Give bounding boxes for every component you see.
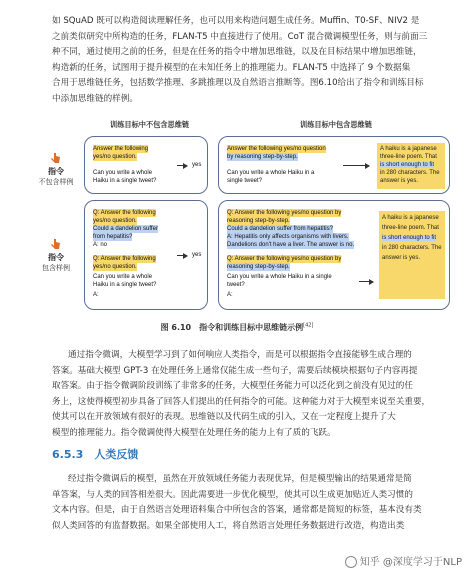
row2-left-box (84, 200, 208, 310)
body-line: 使其可以在开放领域有很好的表现。思维链以及代码生成的引入，又在一定程度上提升了大 (52, 412, 396, 423)
row1-label-sub: 不包含样例 (38, 178, 74, 186)
row1-left-answer: yes (192, 162, 202, 168)
row2-right-q2a: Q: Answer the following yes/no question by (227, 256, 342, 262)
body-paragraph (52, 348, 448, 442)
zhihu-logo-icon (345, 556, 357, 568)
footer-line: 经过指令微调后的模型，虽然在开放领域任务能力表现优异，但是模型输出的结果通常是简 (68, 474, 412, 484)
row1-left-box (84, 136, 208, 194)
intro-line: 种不同，通过使用之前的任务，但是在任务的指令中增加思维链，以及在目标结果中增加思维链， (52, 47, 422, 58)
row2-right-ans3: is short enough to fit (382, 235, 437, 241)
row2-right-answer-box (379, 211, 445, 299)
body-line: 取答案。由于指令微调阶段训练了非常多的任务，大模型任务能力可以泛化到之前没有见过的任 (52, 381, 413, 392)
row2-left-arrow (177, 255, 187, 256)
row1-left-q1: Answer the following (93, 146, 149, 152)
row2-right-exans1: A: Hepatitis only affects organisms with livers. (227, 234, 349, 240)
pointer-icon (51, 238, 61, 250)
row1-right-box (218, 136, 450, 194)
row1-right-ans5: answer is yes. (380, 178, 419, 184)
row2-right-ex1: Could a dandelion suffer from hepatitis? (227, 226, 333, 232)
row2-left-ex2: from hepatitis? (93, 234, 133, 240)
row1-label-main: 指令 (48, 167, 64, 176)
row2-right-body1: Can you write a whole Haiku in a single (227, 274, 332, 280)
row1-right-q1: Answer the following yes/no question (227, 146, 326, 152)
footer-line: 似人类回答的有监督数据。如果全部使用人工，将自然语言处理任务数据进行改造，构造出类 (52, 520, 405, 531)
row1-left-q2: yes/no question. (93, 154, 137, 160)
figure-left-title: 训练目标中不包含思维链 (110, 120, 190, 129)
row2-right-body2: tweet? (227, 282, 245, 288)
row1-right-answer-box (377, 143, 445, 189)
figure-caption-text: 图 6.10 指令和训练目标中思维链示例 (160, 323, 304, 332)
row1-right-ans2: three-line poem. That (380, 154, 437, 160)
row2-left-body1: Can you write a whole (93, 274, 153, 280)
body-line: 模型的推理能力。指令微调使得大模型在处理任务的能力上有了质的飞跃。 (52, 427, 336, 438)
footer-line: 单答案，与人类的回答相差很大。因此需要进一步优化模型，使其可以生成更加贴近人类习惯的 (52, 489, 413, 500)
watermark (345, 553, 462, 568)
row2-left-answer: yes (192, 252, 202, 258)
intro-line: 中添加思维链的样例。 (52, 93, 138, 104)
row1-label (36, 152, 76, 188)
row2-label (36, 238, 76, 274)
row1-right-arrow (343, 165, 369, 166)
pointer-icon (51, 152, 61, 164)
row1-right-body1: Can you write a whole Haiku in a (227, 170, 315, 176)
row2-right-exans2: Dandelions don't have a liver. The answer is no. (227, 242, 355, 248)
row2-right-ans1: A haiku is a japanese (382, 215, 439, 221)
intro-line: 之前类似研究中所构造的任务，FLAN-T5 中直接进行了使用。CoT 混合微调模型任务，则与前面三 (52, 31, 428, 42)
row2-right-box (218, 200, 450, 310)
row2-left-q2: yes/no question. (93, 218, 137, 224)
figure-caption-ref: [42] (303, 322, 314, 329)
row2-left-q2b: yes/no question. (93, 264, 137, 270)
intro-paragraph (52, 14, 448, 108)
footer-line: 文本内容。但是，由于自然语言处理语料集合中所包含的答案，通常都是简短的标签，基本没有类 (52, 505, 422, 516)
body-line: 通过指令微调，大模型学习到了如何响应人类指令，而是可以根据指令直接能够生成合理的 (68, 350, 412, 360)
intro-line: 构造新的任务，试图用于提升模型的在未知任务上的推理能力。FLAN-T5 中选择了 9 个数据集 (52, 62, 411, 73)
row1-left-body2: Haiku in a single tweet? (93, 178, 157, 184)
row2-left-alabel: A: (93, 292, 99, 298)
row1-right-ans1: A haiku is a japanese (380, 146, 437, 152)
row2-left-q1: Q: Answer the following (93, 210, 156, 216)
row2-right-arrow (359, 281, 373, 282)
row2-right-ans2: three-line poem. That (382, 225, 439, 231)
row2-right-q2: reasoning step-by-step. (227, 218, 290, 224)
body-line: 答案。基础大模型 GPT-3 在处理任务上通常仅能生成一些句子，需要后续模块根据句子内容再提 (52, 365, 418, 376)
intro-line: 如 SQuAD 既可以构造阅读理解任务，也可以用来构造问题生成任务。Muffin、T0-SF、NIV2 是 (52, 16, 420, 26)
row1-right-body2: single tweet? (227, 178, 263, 184)
row2-right-ans4: in 280 characters. The (382, 245, 442, 251)
row2-left-exans: A: no (93, 242, 108, 248)
intro-line: 合用于思维链任务，包括数学推理、多跳推理以及自然语言推断等。图6.10给出了指令和训练目标 (52, 78, 424, 89)
row2-label-main: 指令 (48, 253, 64, 262)
row2-right-ans5: answer is yes. (382, 255, 421, 261)
row1-left-arrow (177, 165, 187, 166)
body-line: 务上，这使得模型初步具备了回答人们提出的任何指令的可能。这种能力对于大模型来说至关重要， (52, 396, 431, 407)
row2-right-q2b: reasoning step-by-step. (227, 264, 290, 270)
row2-left-q2a: Q: Answer the following (93, 256, 156, 262)
row1-right-q2: by reasoning step-by-step. (227, 154, 298, 160)
row2-left-body2: Haiku in a single tweet? (93, 282, 157, 288)
row1-right-ans4: in 280 characters. The (380, 170, 440, 176)
footer-paragraph (52, 472, 448, 534)
row2-right-alabel: A: (227, 292, 233, 298)
section-heading: 6.5.3 人类反馈 (52, 448, 139, 461)
row2-label-sub: 包含样例 (42, 264, 70, 272)
figure-caption (0, 322, 474, 333)
watermark-text: 知乎 @深度学习于NLP (359, 557, 462, 568)
row1-left-body1: Can you write a whole (93, 170, 153, 176)
row2-right-q1: Q: Answer the following yes/no question by (227, 210, 342, 216)
figure-right-title: 训练目标中包含思维链 (300, 120, 372, 129)
row2-left-ex1: Could a dandelion suffer (93, 226, 158, 232)
row1-right-ans3: is short enough to fit (380, 162, 435, 168)
